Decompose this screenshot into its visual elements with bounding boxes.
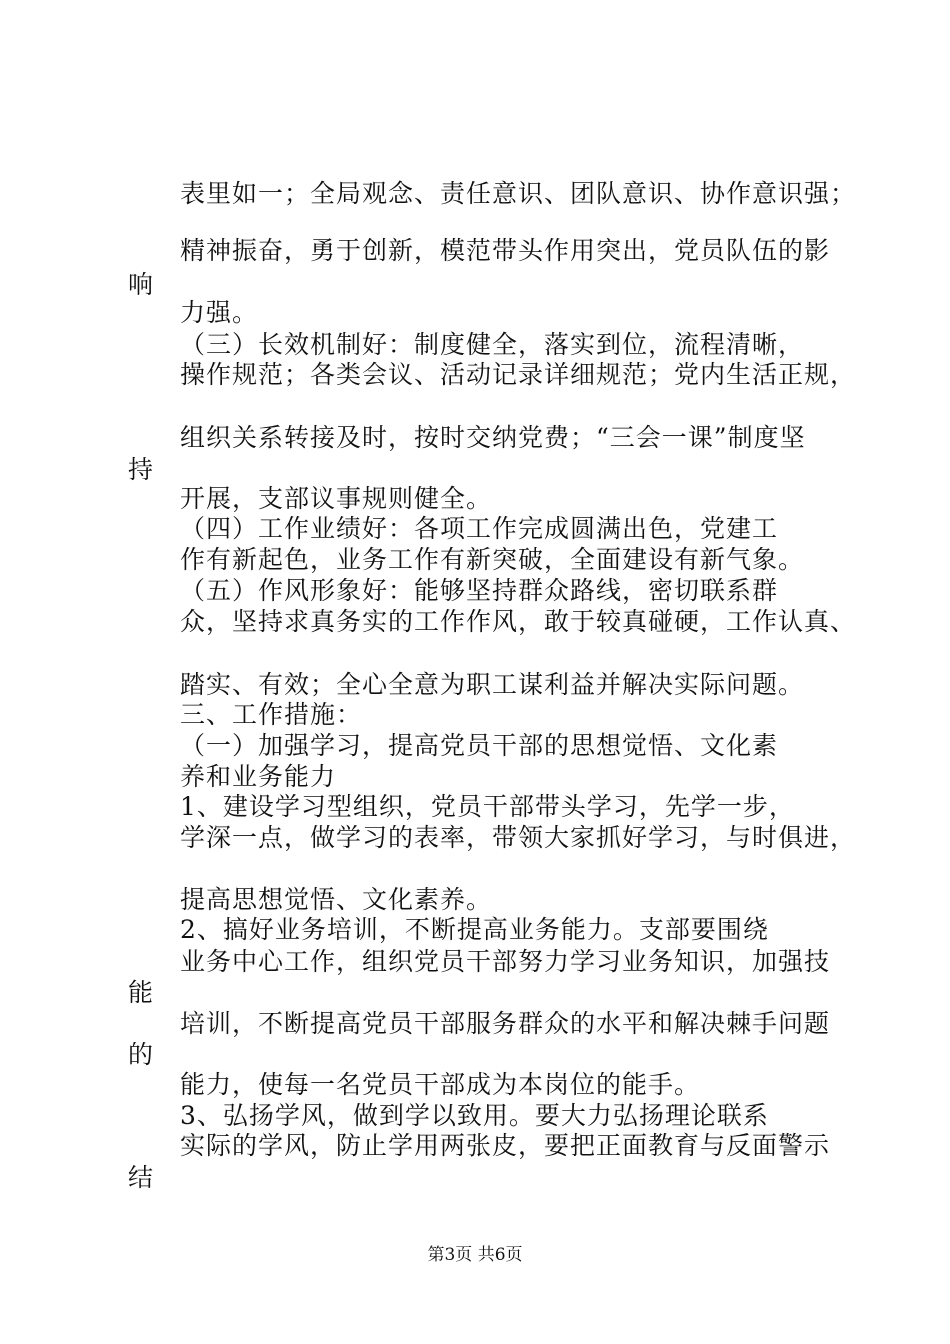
text-line: 开展，支部议事规则健全。	[180, 484, 493, 513]
text-line: （一）加强学习，提高党员干部的思想觉悟、文化素	[180, 731, 779, 760]
text-line: 提高思想觉悟、文化素养。	[180, 885, 493, 914]
text-line: （三）长效机制好：制度健全，落实到位，流程清晰，	[180, 330, 805, 359]
text-line: 组织关系转接及时，按时交纳党费；“三会一课”制度坚	[180, 423, 806, 452]
text-line: 作有新起色，业务工作有新突破，全面建设有新气象。	[180, 545, 805, 574]
text-line-overflow: 持	[128, 455, 155, 484]
page-footer: 第3页 共6页	[427, 1245, 523, 1265]
text-line: 2、搞好业务培训，不断提高业务能力。支部要围绕	[180, 915, 769, 944]
text-line: 三、工作措施：	[180, 700, 363, 729]
text-line: 实际的学风，防止学用两张皮，要把正面教育与反面警示	[180, 1131, 831, 1160]
text-line: 能力，使每一名党员干部成为本岗位的能手。	[180, 1070, 701, 1099]
text-line: 操作规范；各类会议、活动记录详细规范；党内生活正规，	[180, 360, 857, 389]
text-line: 业务中心工作，组织党员干部努力学习业务知识，加强技	[180, 947, 831, 976]
text-line-overflow: 响	[128, 270, 155, 299]
text-line: 1、建设学习型组织，党员干部带头学习，先学一步，	[180, 792, 795, 821]
text-line: 踏实、有效；全心全意为职工谋利益并解决实际问题。	[180, 670, 805, 699]
text-line-overflow: 的	[128, 1040, 155, 1069]
text-line: （五）作风形象好：能够坚持群众路线，密切联系群	[180, 576, 779, 605]
text-line: 3、弘扬学风，做到学以致用。要大力弘扬理论联系	[180, 1101, 769, 1130]
text-line: 学深一点，做学习的表率，带领大家抓好学习，与时俱进，	[180, 823, 857, 852]
text-line: 培训，不断提高党员干部服务群众的水平和解决棘手问题	[180, 1009, 831, 1038]
text-line: 力强。	[180, 298, 259, 327]
text-line: 表里如一；全局观念、责任意识、团队意识、协作意识强；	[180, 179, 857, 208]
text-line-overflow: 能	[128, 978, 155, 1007]
text-line-overflow: 结	[128, 1163, 155, 1192]
text-line: （四）工作业绩好：各项工作完成圆满出色，党建工	[180, 514, 779, 543]
text-line: 精神振奋，勇于创新，模范带头作用突出，党员队伍的影	[180, 236, 831, 265]
text-line: 养和业务能力	[180, 762, 337, 791]
text-line: 众，坚持求真务实的工作作风，敢于较真碰硬，工作认真、	[180, 607, 857, 636]
